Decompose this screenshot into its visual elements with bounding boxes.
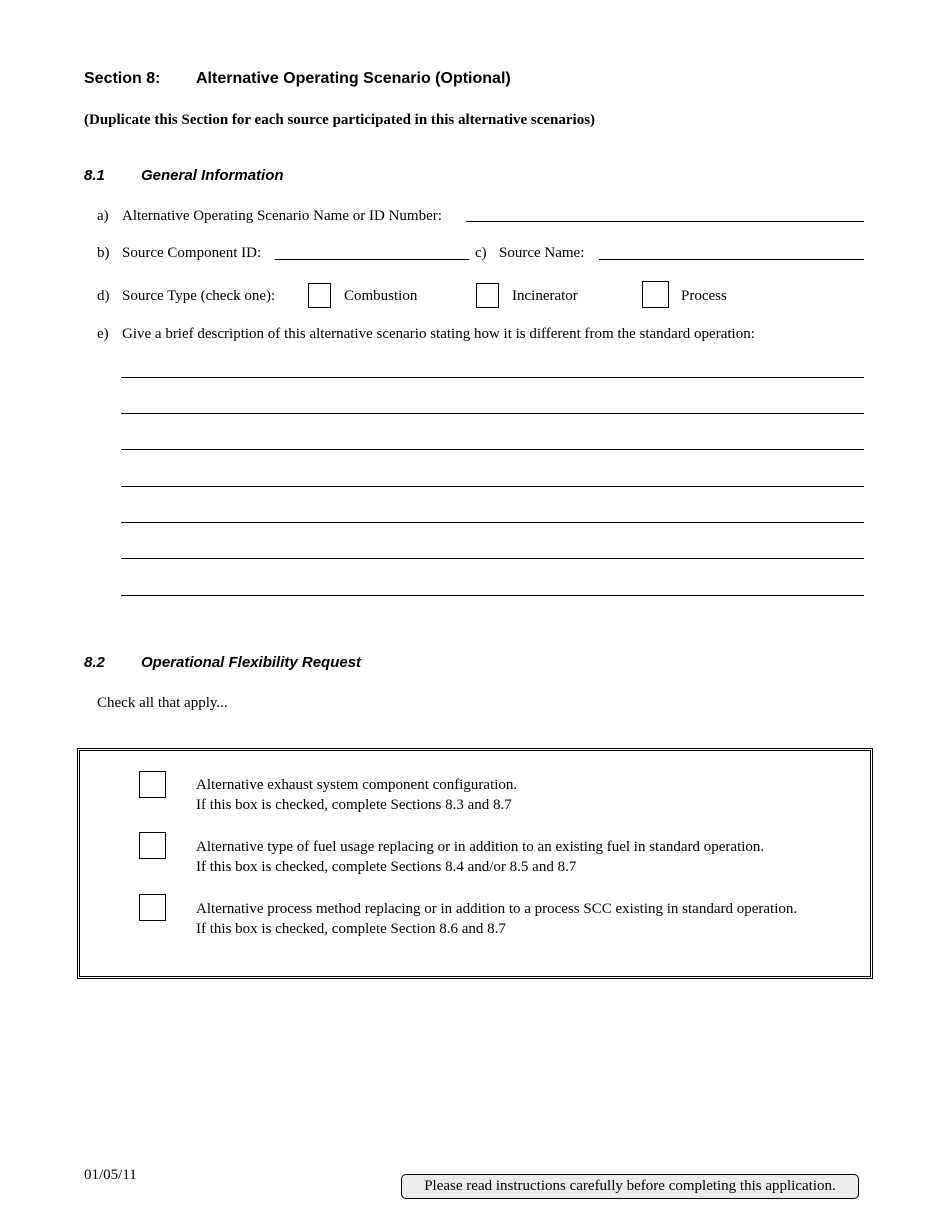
source-name-label: Source Name: [499,245,585,261]
form-date: 01/05/11 [84,1167,137,1183]
source-type-label: Source Type (check one): [122,288,276,304]
instructions-notice: Please read instructions carefully before completing this application. [401,1174,859,1199]
source-component-id-label: Source Component ID: [122,245,262,261]
item-e-letter: e) [97,326,109,342]
description-line[interactable] [121,413,864,414]
description-line[interactable] [121,377,864,378]
section-label: Section 8: [84,70,161,87]
check-all-instruction: Check all that apply... [97,695,228,711]
option-fuel-text: Alternative type of fuel usage replacing or in addition to an existing fuel in standard operation. [196,839,765,855]
option-exhaust-instruction: If this box is checked, complete Sections 8.3 and 8.7 [196,797,512,813]
duplicate-note: (Duplicate this Section for each source participated in this alternative scenarios) [84,112,596,128]
process-label: Process [681,288,727,304]
section-title: Alternative Operating Scenario (Optional) [196,70,511,87]
description-line[interactable] [121,486,864,487]
source-name-field[interactable] [599,259,864,260]
option-process-text: Alternative process method replacing or in addition to a process SCC existing in standard operation. [196,901,798,917]
item-a-letter: a) [97,208,109,224]
incinerator-checkbox[interactable] [476,283,499,308]
source-component-id-field[interactable] [275,259,469,260]
section-8-1-title: General Information [141,167,284,184]
option-fuel-instruction: If this box is checked, complete Sections 8.4 and/or 8.5 and 8.7 [196,859,577,875]
description-line[interactable] [121,522,864,523]
section-8-1-number: 8.1 [84,167,105,184]
description-line[interactable] [121,558,864,559]
section-8-2-title: Operational Flexibility Request [141,654,362,671]
description-line[interactable] [121,449,864,450]
option-process-instruction: If this box is checked, complete Section 8.6 and 8.7 [196,921,506,937]
description-label: Give a brief description of this alternative scenario stating how it is different from the standard operation: [122,326,755,342]
scenario-name-field[interactable] [466,221,864,222]
item-b-letter: b) [97,245,110,261]
option-process-checkbox[interactable] [139,894,166,921]
option-exhaust-text: Alternative exhaust system component configuration. [196,777,518,793]
description-line[interactable] [121,595,864,596]
combustion-checkbox[interactable] [308,283,331,308]
item-d-letter: d) [97,288,110,304]
section-8-2-number: 8.2 [84,654,105,671]
item-c-letter: c) [475,245,487,261]
process-checkbox[interactable] [642,281,669,308]
option-fuel-checkbox[interactable] [139,832,166,859]
scenario-name-label: Alternative Operating Scenario Name or ID Number: [122,208,442,224]
incinerator-label: Incinerator [512,288,578,304]
combustion-label: Combustion [344,288,418,304]
option-exhaust-checkbox[interactable] [139,771,166,798]
